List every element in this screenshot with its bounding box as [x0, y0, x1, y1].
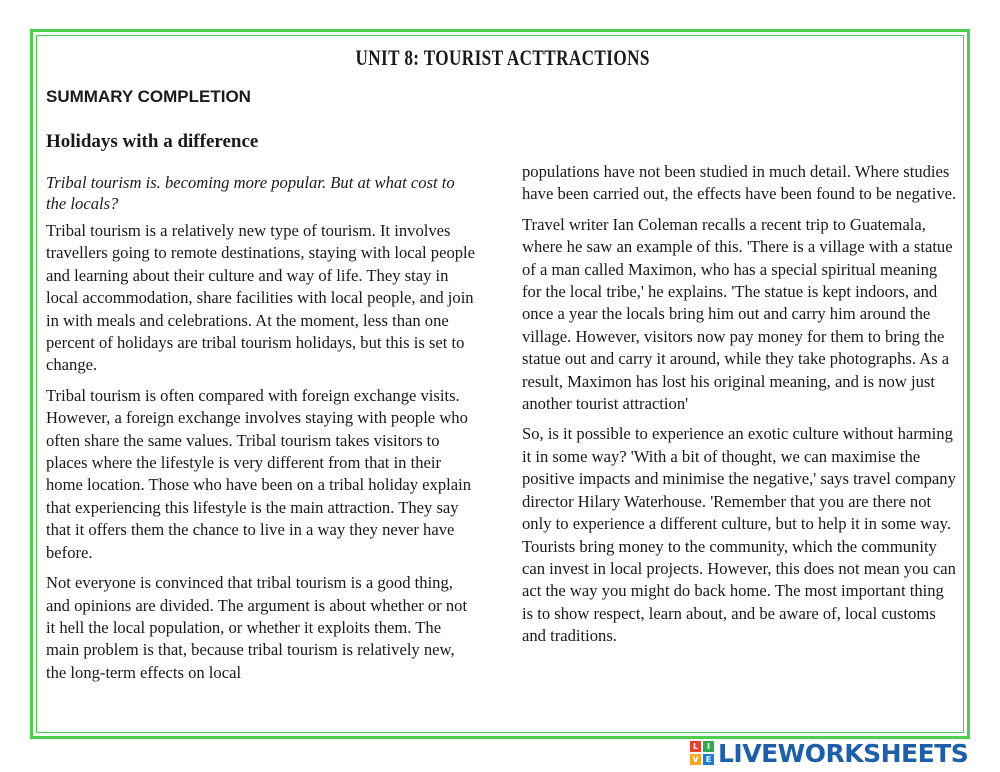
paragraph: Travel writer Ian Coleman recalls a recent trip to Guatemala, where he saw an example of this. 'There is a village with a statue of a man called Maximon, who has a special spiritual meaning for the local tribe,' he explains. 'The statue is kept indoors, and once a year the locals bring him out and carry him around the village. However, visitors now pay money for them to bring the statue out and carry it around, while they take photographs. As a result, Maximon has lost his original meaning, and is now just another tourist attraction': [522, 214, 953, 414]
unit-title: UNIT 8: TOURIST ACTTRACTIONS: [355, 45, 650, 70]
paragraph: populations have not been studied in much detail. Where studies have been carried out, the effects have been found to be negative.: [522, 162, 957, 204]
logo-text: LIVEWORKSHEETS: [718, 738, 969, 768]
paragraph: So, is it possible to experience an exotic culture without harming it in some way? 'With a bit of thought, we can maximise the positive impacts and minimise the negative,' says travel company director Hilary Waterhouse. 'Remember that you are there not only to experience a different culture, but to help it in some way. Tourists bring money to the community, which the community can invest in local projects. However, this does not mean you can act the way you might do back home. The most important thing is to show respect, learn about, and be aware of, local customs and traditions.: [522, 424, 956, 646]
article-intro: Tribal tourism is. becoming more popular. But at what cost to the locals?: [46, 173, 455, 213]
logo-mark-icon: [690, 741, 714, 765]
logo-mark-letter: L: [690, 741, 701, 752]
article-column-left: [46, 172, 478, 692]
liveworksheets-logo[interactable]: [690, 737, 968, 769]
paragraph: Tribal tourism is often compared with foreign exchange visits. However, a foreign exchange involves staying with people who often share the same values. Tribal tourism takes visitors to places where the lifestyle is very different from that in their home location. Those who have been on a tribal holiday explain that experiencing this lifestyle is the main attraction. They say that it offers them the chance to live in a way they never have before.: [46, 385, 472, 562]
section-heading: SUMMARY COMPLETION: [46, 87, 251, 106]
paragraph: Not everyone is convinced that tribal tourism is a good thing, and opinions are divided. The argument is about whether or not it hell the local population, or whether it exploits them. The main problem is that, because tribal tourism is relatively new, the long-term effects on local: [46, 573, 468, 682]
paragraph: Tribal tourism is a relatively new type of tourism. It involves travellers going to remote destinations, staying with local people and learning about their culture and way of life. They stay in local accommodation, share facilities with local people, and join in with meals and celebrations. At the moment, less than one percent of holidays are tribal tourism holidays, but this is set to change.: [46, 221, 476, 375]
article-column-right: [522, 161, 958, 656]
logo-mark-letter: E: [703, 754, 714, 765]
article-title: Holidays with a difference: [46, 131, 259, 152]
logo-mark-letter: V: [690, 754, 701, 765]
logo-mark-letter: I: [703, 741, 714, 752]
